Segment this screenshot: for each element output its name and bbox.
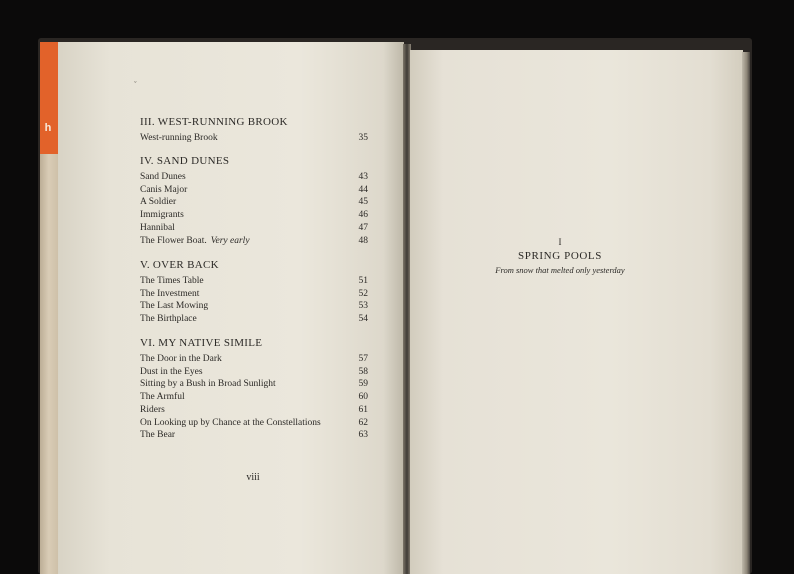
poem-title-text: The Flower Boat. bbox=[140, 235, 207, 246]
pencil-tick-mark: ˇ bbox=[134, 80, 137, 89]
toc-row bbox=[140, 171, 368, 184]
poem-title: Hannibal bbox=[140, 222, 175, 233]
poem-title: The Last Mowing bbox=[140, 301, 209, 312]
toc-row bbox=[140, 300, 368, 313]
page-number: 59 bbox=[358, 379, 368, 390]
poem-title: The Bear bbox=[140, 430, 176, 441]
poem-title bbox=[140, 235, 250, 248]
page-number: 54 bbox=[358, 314, 368, 325]
toc-section-sand-dunes bbox=[140, 154, 368, 247]
section-title: IV. SAND DUNES bbox=[140, 155, 230, 167]
toc-row bbox=[140, 366, 368, 379]
toc-row bbox=[140, 378, 368, 391]
poem-title: The Times Table bbox=[140, 276, 204, 286]
toc-section-my-native-simile bbox=[140, 336, 368, 442]
page-folio: viii bbox=[246, 472, 260, 483]
right-page bbox=[410, 50, 743, 574]
toc-row bbox=[140, 196, 368, 209]
poem-title: The Door in the Dark bbox=[140, 354, 222, 364]
page-number: 57 bbox=[358, 354, 368, 364]
poem-title: Immigrants bbox=[140, 210, 184, 221]
toc-row bbox=[140, 429, 368, 442]
page-number: 58 bbox=[358, 366, 368, 377]
page-number: 51 bbox=[358, 276, 368, 286]
page-number: 47 bbox=[358, 222, 368, 233]
toc-row bbox=[140, 275, 368, 288]
page-number: 44 bbox=[358, 184, 368, 195]
toc-row bbox=[140, 391, 368, 404]
toc-row bbox=[140, 222, 368, 235]
poem-title: On Looking up by Chance at the Constellations bbox=[140, 417, 321, 428]
page-number: 48 bbox=[358, 235, 368, 246]
page-number: 43 bbox=[358, 172, 368, 182]
poem-title: Sitting by a Bush in Broad Sunlight bbox=[140, 379, 276, 390]
toc-row bbox=[140, 209, 368, 222]
poem-title: The Armful bbox=[140, 392, 185, 403]
toc-section-west-running-brook bbox=[140, 115, 368, 145]
section-title: VI. MY NATIVE SIMILE bbox=[140, 337, 263, 349]
poem-title: The Birthplace bbox=[140, 314, 197, 325]
poem-numeral: I bbox=[558, 237, 562, 247]
poem-note: Very early bbox=[210, 235, 250, 246]
toc-row bbox=[140, 132, 368, 145]
page-number: 46 bbox=[358, 210, 368, 221]
right-page-edge bbox=[742, 52, 750, 574]
toc-section-over-back bbox=[140, 258, 368, 326]
poem-title: Dust in the Eyes bbox=[140, 366, 203, 377]
toc-row bbox=[140, 235, 368, 248]
page-number: 45 bbox=[358, 197, 368, 208]
poem-epigraph: From snow that melted only yesterday bbox=[495, 265, 625, 275]
poem-title: The Investment bbox=[140, 288, 200, 299]
page-number: 62 bbox=[358, 417, 368, 428]
toc-row bbox=[140, 184, 368, 197]
poem-title: A Soldier bbox=[140, 197, 177, 208]
toc-row bbox=[140, 417, 368, 430]
page-number: 61 bbox=[358, 404, 368, 415]
page-number: 53 bbox=[358, 301, 368, 312]
orange-tab-letter: h bbox=[44, 122, 52, 134]
orange-book-tab bbox=[40, 42, 58, 154]
poem-heading-title: SPRING POOLS bbox=[518, 250, 602, 262]
poem-title: Riders bbox=[140, 404, 165, 415]
toc-row bbox=[140, 313, 368, 326]
page-number: 60 bbox=[358, 392, 368, 403]
page-number: 35 bbox=[358, 133, 368, 143]
page-number: 63 bbox=[358, 430, 368, 441]
poem-title: West-running Brook bbox=[140, 133, 218, 143]
section-title: III. WEST-RUNNING BROOK bbox=[140, 116, 288, 128]
poem-title: Sand Dunes bbox=[140, 172, 186, 182]
toc-row bbox=[140, 404, 368, 417]
poem-title: Canis Major bbox=[140, 184, 188, 195]
section-title: V. OVER BACK bbox=[140, 259, 219, 271]
page-number: 52 bbox=[358, 288, 368, 299]
toc-row bbox=[140, 353, 368, 366]
toc-row bbox=[140, 288, 368, 301]
poem-heading-block bbox=[470, 236, 650, 276]
